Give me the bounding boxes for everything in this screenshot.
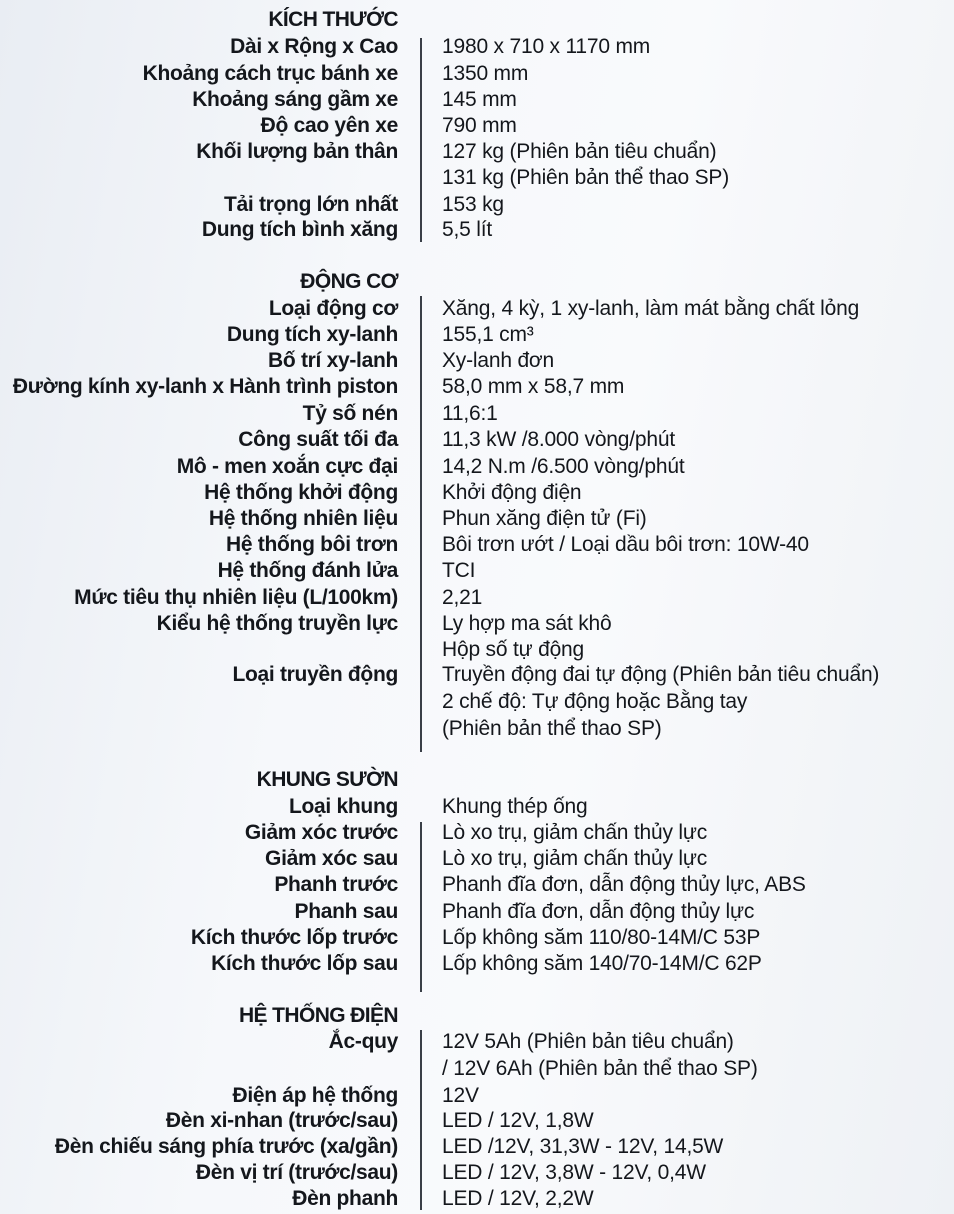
spec-value: Lốp không săm 110/80-14M/C 53P (442, 926, 761, 949)
spec-value: Phanh đĩa đơn, dẫn động thủy lực (442, 900, 755, 923)
spec-label: Mức tiêu thụ nhiên liệu (L/100km) (74, 586, 398, 609)
spec-row (0, 531, 954, 558)
spec-label: Giảm xóc trước (244, 821, 398, 844)
spec-label: Khoảng sáng gầm xe (192, 88, 398, 111)
spec-row (0, 715, 954, 742)
spec-label: Dài x Rộng x Cao (230, 35, 398, 58)
spec-row (0, 1055, 954, 1082)
spec-label: Phanh sau (294, 900, 398, 923)
spec-row (0, 33, 954, 60)
spec-row (0, 819, 954, 846)
spec-label: Bố trí xy-lanh (268, 349, 398, 372)
spec-label: Dung tích bình xăng (201, 218, 398, 241)
spec-row (0, 557, 954, 584)
spec-label: Đèn chiếu sáng phía trước (xa/gần) (54, 1135, 398, 1158)
spec-value: 155,1 cm³ (442, 323, 534, 346)
spec-label: Tỷ số nén (302, 402, 398, 425)
spec-label: Khoảng cách trục bánh xe (142, 62, 398, 85)
spec-label: Hệ thống đánh lửa (217, 559, 398, 582)
spec-value: Khung thép ống (442, 795, 588, 818)
spec-value: 2,21 (442, 586, 483, 609)
spec-row (0, 636, 954, 663)
spec-label: Công suất tối đa (238, 428, 398, 451)
section-heading-label: KÍCH THƯỚC (268, 8, 398, 31)
spec-row (0, 1082, 954, 1109)
spec-label: Hệ thống nhiên liệu (208, 507, 398, 530)
spec-value: 2 chế độ: Tự động hoặc Bằng tay (442, 690, 748, 713)
spec-row (0, 950, 954, 977)
spec-row (0, 898, 954, 925)
section-heading-label: ĐỘNG CƠ (300, 270, 398, 293)
spec-value: LED / 12V, 1,8W (442, 1109, 594, 1132)
spec-label: Ắc-quy (328, 1030, 398, 1053)
spec-value: 11,6:1 (442, 402, 498, 425)
spec-value: LED /12V, 31,3W - 12V, 14,5W (442, 1135, 724, 1158)
spec-row (0, 164, 954, 191)
spec-label: Kích thước lốp sau (211, 952, 398, 975)
spec-value: / 12V 6Ah (Phiên bản thể thao SP) (442, 1057, 758, 1080)
spec-value: Lốp không săm 140/70-14M/C 62P (442, 952, 762, 975)
spec-row (0, 610, 954, 637)
spec-label: Giảm xóc sau (265, 847, 398, 870)
spec-row (0, 1159, 954, 1186)
spec-value: TCI (442, 559, 476, 582)
spec-label: Loại động cơ (268, 297, 398, 320)
spec-value: 12V (442, 1084, 479, 1107)
spec-label: Điện áp hệ thống (232, 1084, 398, 1107)
spec-value: 131 kg (Phiên bản thể thao SP) (442, 166, 730, 189)
spec-label: Đèn vị trí (trước/sau) (195, 1161, 398, 1184)
spec-label: Kiểu hệ thống truyền lực (156, 612, 398, 635)
spec-label: Đèn phanh (292, 1187, 398, 1210)
spec-row (0, 793, 954, 820)
spec-row (0, 479, 954, 506)
spec-row (0, 845, 954, 872)
spec-row (0, 505, 954, 532)
spec-label: Hệ thống khởi động (204, 481, 398, 504)
spec-row (0, 191, 954, 218)
spec-row (0, 924, 954, 951)
section-heading-khung-suon (0, 766, 954, 793)
spec-label: Loại truyền động (232, 663, 398, 686)
spec-value: Phanh đĩa đơn, dẫn động thủy lực, ABS (442, 873, 806, 896)
section-heading-kich-thuoc (0, 6, 954, 33)
spec-value: 153 kg (442, 193, 504, 216)
spec-value: 145 mm (442, 88, 517, 111)
spec-label: Tải trọng lớn nhất (223, 193, 398, 216)
spec-label: Đường kính xy-lanh x Hành trình piston (12, 375, 398, 398)
spec-value: 127 kg (Phiên bản tiêu chuẩn) (442, 140, 717, 163)
spec-row (0, 347, 954, 374)
spec-row (0, 661, 954, 688)
spec-label: Khối lượng bản thân (196, 140, 398, 163)
spec-value: 5,5 lít (442, 218, 492, 241)
spec-value: LED / 12V, 2,2W (442, 1187, 594, 1210)
spec-row (0, 400, 954, 427)
spec-value: (Phiên bản thể thao SP) (442, 717, 662, 740)
section-heading-label: HỆ THỐNG ĐIỆN (238, 1004, 398, 1027)
spec-value: 1980 x 710 x 1170 mm (442, 35, 651, 58)
spec-row (0, 584, 954, 611)
spec-value: Xăng, 4 kỳ, 1 xy-lanh, làm mát bằng chất lỏng (442, 297, 860, 320)
spec-row (0, 1133, 954, 1160)
spec-value: Ly hợp ma sát khô (442, 612, 612, 635)
section-heading-dong-co (0, 268, 954, 295)
spec-value: 12V 5Ah (Phiên bản tiêu chuẩn) (442, 1030, 734, 1053)
section-heading-label: KHUNG SƯỜN (256, 768, 398, 791)
spec-value: 1350 mm (442, 62, 529, 85)
spec-row (0, 86, 954, 113)
spec-row (0, 453, 954, 480)
spec-value: 14,2 N.m /6.500 vòng/phút (442, 455, 685, 478)
spec-label: Hệ thống bôi trơn (226, 533, 398, 556)
spec-label: Dung tích xy-lanh (226, 323, 398, 346)
spec-label: Phanh trước (274, 873, 398, 896)
spec-value: Phun xăng điện tử (Fi) (442, 507, 647, 530)
spec-value: Xy-lanh đơn (442, 349, 554, 372)
spec-label: Đèn xi-nhan (trước/sau) (165, 1109, 398, 1132)
spec-row (0, 321, 954, 348)
spec-label: Loại khung (289, 795, 398, 818)
spec-row (0, 216, 954, 243)
spec-row (0, 60, 954, 87)
spec-row (0, 1185, 954, 1212)
spec-row (0, 138, 954, 165)
spec-value: Bôi trơn ướt / Loại dầu bôi trơn: 10W-40 (442, 533, 809, 556)
spec-row (0, 871, 954, 898)
spec-value: 790 mm (442, 114, 517, 137)
spec-row (0, 426, 954, 453)
spec-label: Mô - men xoắn cực đại (176, 455, 398, 478)
spec-value: Khởi động điện (442, 481, 582, 504)
spec-value: Lò xo trụ, giảm chấn thủy lực (442, 821, 708, 844)
spec-value: 58,0 mm x 58,7 mm (442, 375, 625, 398)
spec-value: 11,3 kW /8.000 vòng/phút (442, 428, 675, 451)
spec-label: Kích thước lốp trước (190, 926, 398, 949)
spec-value: Lò xo trụ, giảm chấn thủy lực (442, 847, 708, 870)
spec-value: Hộp số tự động (442, 638, 585, 661)
section-heading-he-thong-dien (0, 1002, 954, 1029)
spec-label: Độ cao yên xe (260, 114, 398, 137)
spec-value: Truyền động đai tự động (Phiên bản tiêu chuẩn) (442, 663, 880, 686)
spec-value: LED / 12V, 3,8W - 12V, 0,4W (442, 1161, 706, 1184)
spec-row (0, 112, 954, 139)
spec-row (0, 688, 954, 715)
spec-row (0, 295, 954, 322)
spec-row (0, 1028, 954, 1055)
spec-row (0, 1107, 954, 1134)
spec-row (0, 373, 954, 400)
